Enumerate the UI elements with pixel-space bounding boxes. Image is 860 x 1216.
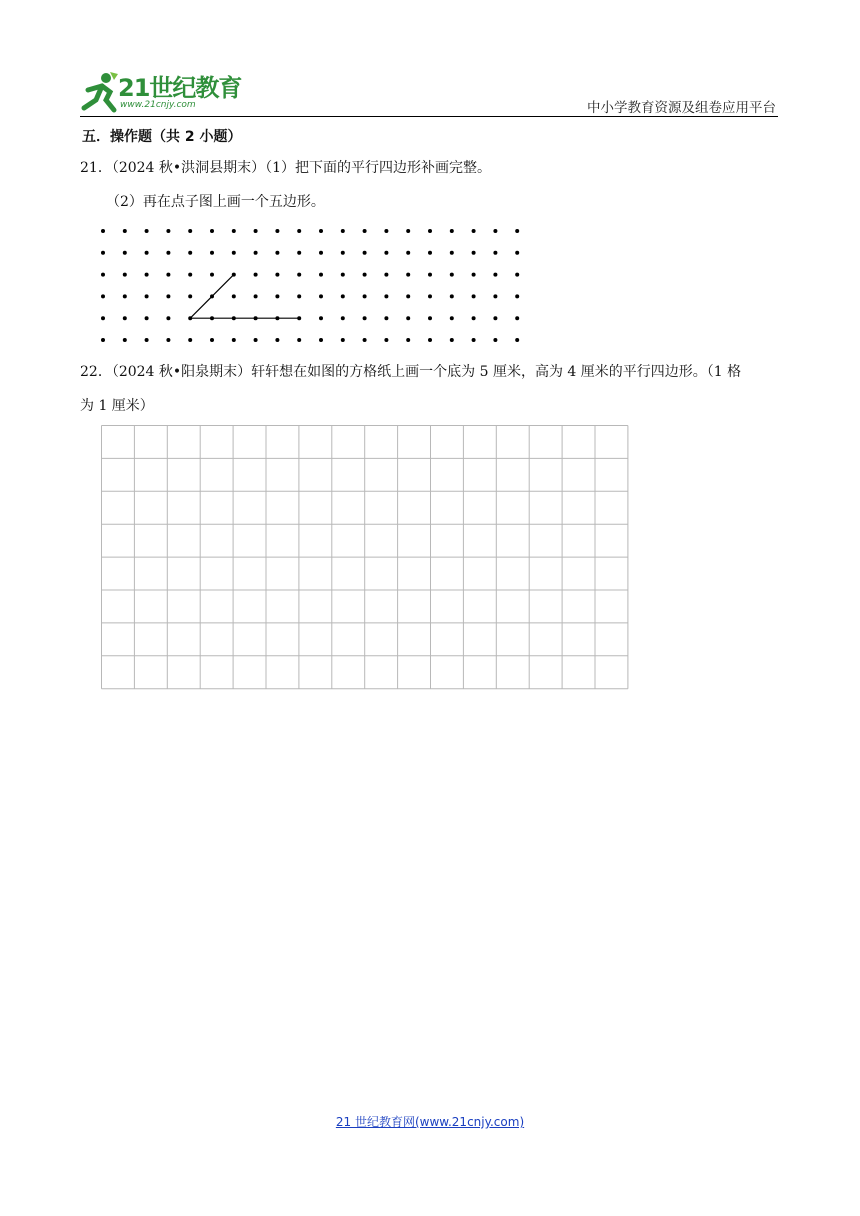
logo-subtext: www.21cnjy.com [120, 100, 196, 110]
grid-dot[interactable] [166, 294, 170, 298]
page-header [80, 62, 778, 118]
grid-dot[interactable] [450, 316, 454, 320]
runner-logo-icon [80, 70, 120, 116]
grid-dot[interactable] [341, 273, 345, 277]
grid-dot[interactable] [145, 273, 149, 277]
grid-dot[interactable] [297, 316, 301, 320]
grid-dot[interactable] [428, 294, 432, 298]
grid-dot[interactable] [341, 338, 345, 342]
grid-dot[interactable] [188, 229, 192, 233]
question-21-line-1: 21．（2024 秋•洪洞县期末）（1）把下面的平行四边形补画完整。 [80, 160, 492, 176]
grid-dot[interactable] [123, 229, 127, 233]
grid-dot[interactable] [101, 251, 105, 255]
grid-dot[interactable] [428, 316, 432, 320]
logo-text: 21世纪教育 [118, 74, 242, 102]
grid-dot[interactable] [123, 338, 127, 342]
grid-dot[interactable] [515, 273, 519, 277]
grid-dot[interactable] [254, 273, 258, 277]
grid-dot[interactable] [341, 251, 345, 255]
grid-dot[interactable] [254, 316, 258, 320]
grid-dot[interactable] [384, 316, 388, 320]
grid-dot[interactable] [232, 338, 236, 342]
grid-dot[interactable] [363, 229, 367, 233]
grid-dot[interactable] [493, 273, 497, 277]
grid-dot[interactable] [145, 294, 149, 298]
header-divider [80, 116, 778, 117]
grid-dot[interactable] [363, 316, 367, 320]
grid-dot[interactable] [123, 251, 127, 255]
grid-dot[interactable] [319, 273, 323, 277]
grid-dot[interactable] [188, 273, 192, 277]
grid-dot[interactable] [472, 338, 476, 342]
grid-dot[interactable] [363, 294, 367, 298]
grid-dot[interactable] [275, 338, 279, 342]
grid-dot[interactable] [145, 316, 149, 320]
question-22-line-1: 22．（2024 秋•阳泉期末）轩轩想在如图的方格纸上画一个底为 5 厘米，高为 4 厘米的平行四边形。（1 格 [80, 364, 742, 380]
question-22-line-2: 为 1 厘米） [80, 398, 154, 414]
grid-dot[interactable] [515, 316, 519, 320]
grid-dot[interactable] [297, 338, 301, 342]
grid-dot[interactable] [275, 229, 279, 233]
grid-dot[interactable] [472, 294, 476, 298]
grid-dot[interactable] [232, 294, 236, 298]
grid-dot[interactable] [384, 294, 388, 298]
grid-dot[interactable] [428, 338, 432, 342]
grid-dot[interactable] [319, 316, 323, 320]
grid-dot[interactable] [406, 294, 410, 298]
grid-dot[interactable] [515, 229, 519, 233]
grid-dot[interactable] [384, 251, 388, 255]
grid-dot[interactable] [297, 294, 301, 298]
grid-dot[interactable] [210, 294, 214, 298]
logo [80, 70, 250, 116]
grid-dot[interactable] [450, 338, 454, 342]
grid-dot[interactable] [166, 338, 170, 342]
grid-dot[interactable] [515, 338, 519, 342]
grid-dot[interactable] [232, 229, 236, 233]
grid-dot[interactable] [210, 273, 214, 277]
grid-dot[interactable] [341, 229, 345, 233]
grid-dot[interactable] [493, 229, 497, 233]
grid-dot[interactable] [472, 251, 476, 255]
grid-dot[interactable] [450, 294, 454, 298]
grid-dot[interactable] [145, 338, 149, 342]
grid-dot[interactable] [166, 229, 170, 233]
grid-dot[interactable] [275, 251, 279, 255]
grid-dot[interactable] [254, 229, 258, 233]
grid-dot[interactable] [188, 251, 192, 255]
footer-link[interactable]: 21 世纪教育网(www.21cnjy.com) [335, 1115, 525, 1129]
grid-dot[interactable] [363, 338, 367, 342]
grid-dot[interactable] [275, 294, 279, 298]
grid-dot[interactable] [384, 273, 388, 277]
grid-dot[interactable] [363, 273, 367, 277]
grid-dot[interactable] [472, 316, 476, 320]
grid-dot[interactable] [232, 316, 236, 320]
grid-dot[interactable] [341, 294, 345, 298]
grid-dot[interactable] [275, 316, 279, 320]
grid-dot[interactable] [406, 229, 410, 233]
grid-dot[interactable] [319, 229, 323, 233]
grid-dot[interactable] [210, 316, 214, 320]
grid-dot[interactable] [472, 229, 476, 233]
grid-dot[interactable] [493, 338, 497, 342]
grid-dot[interactable] [254, 294, 258, 298]
grid-dot[interactable] [384, 229, 388, 233]
grid-dot[interactable] [166, 251, 170, 255]
grid-dot[interactable] [341, 316, 345, 320]
grid-dot[interactable] [101, 273, 105, 277]
grid-dot[interactable] [515, 251, 519, 255]
grid-dot[interactable] [406, 273, 410, 277]
grid-dot[interactable] [101, 229, 105, 233]
grid-dot[interactable] [210, 338, 214, 342]
grid-dot[interactable] [297, 251, 301, 255]
grid-dot[interactable] [406, 316, 410, 320]
grid-dot[interactable] [319, 251, 323, 255]
grid-dot[interactable] [123, 294, 127, 298]
grid-dot[interactable] [123, 273, 127, 277]
grid-dot[interactable] [406, 251, 410, 255]
grid-dot[interactable] [145, 251, 149, 255]
page-footer [0, 1113, 860, 1130]
grid-dot[interactable] [145, 229, 149, 233]
grid-dot[interactable] [450, 273, 454, 277]
question-21-line-2: （2）再在点子图上画一个五边形。 [106, 194, 325, 210]
grid-dot[interactable] [428, 229, 432, 233]
grid-dot[interactable] [450, 251, 454, 255]
grid-dot[interactable] [428, 251, 432, 255]
grid-dot[interactable] [232, 251, 236, 255]
section-title: 五．操作题（共 2 小题） [82, 129, 242, 145]
grid-dot[interactable] [472, 273, 476, 277]
grid-dot[interactable] [428, 273, 432, 277]
grid-dot[interactable] [275, 273, 279, 277]
grid-dot[interactable] [406, 338, 410, 342]
grid-dot[interactable] [166, 316, 170, 320]
grid-dot[interactable] [123, 316, 127, 320]
grid-dot[interactable] [101, 294, 105, 298]
grid-dot[interactable] [493, 316, 497, 320]
grid-dot[interactable] [166, 273, 170, 277]
grid-dot[interactable] [188, 316, 192, 320]
grid-dot[interactable] [515, 294, 519, 298]
grid-dot[interactable] [297, 273, 301, 277]
grid-dot[interactable] [101, 316, 105, 320]
grid-dot[interactable] [101, 338, 105, 342]
grid-dot[interactable] [297, 229, 301, 233]
grid-dot[interactable] [232, 273, 236, 277]
square-grid[interactable] [101, 425, 631, 690]
grid-dot[interactable] [254, 251, 258, 255]
grid-dot[interactable] [210, 229, 214, 233]
grid-dot[interactable] [384, 338, 388, 342]
header-tagline: 中小学教育资源及组卷应用平台 [587, 100, 776, 116]
grid-dot[interactable] [493, 294, 497, 298]
grid-dot[interactable] [319, 294, 323, 298]
grid-dot[interactable] [254, 338, 258, 342]
grid-dot[interactable] [188, 294, 192, 298]
dot-grid[interactable] [92, 220, 532, 350]
grid-dot[interactable] [493, 251, 497, 255]
grid-dot[interactable] [210, 251, 214, 255]
grid-dot[interactable] [450, 229, 454, 233]
grid-dot[interactable] [319, 338, 323, 342]
grid-dot[interactable] [363, 251, 367, 255]
grid-dot[interactable] [188, 338, 192, 342]
